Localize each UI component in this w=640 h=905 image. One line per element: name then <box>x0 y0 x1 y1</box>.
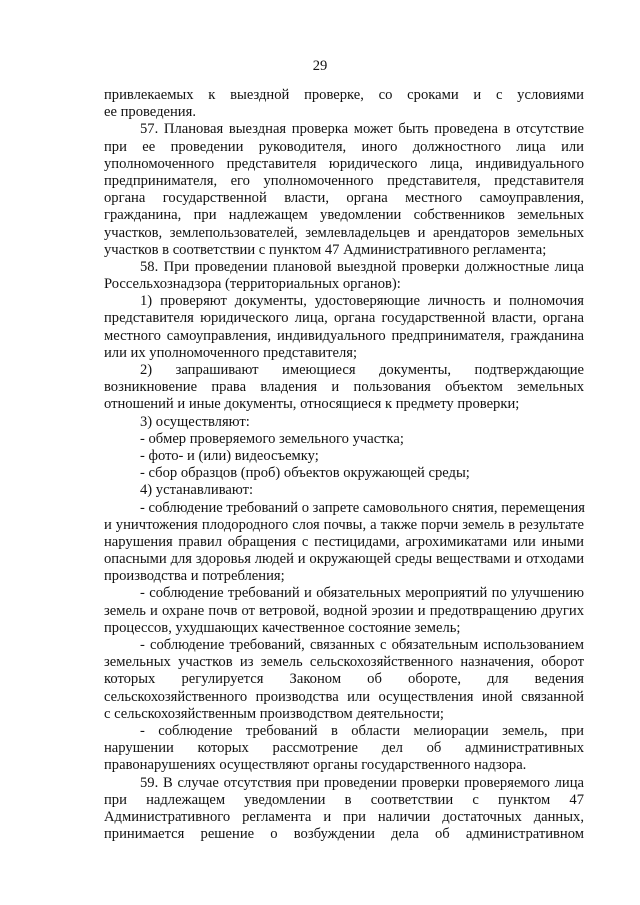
text-line: 2) запрашивают имеющиеся документы, подтверждающие <box>140 362 584 378</box>
text-line: отношений и иные документы, относящиеся к предмету проверки; <box>104 396 520 413</box>
document-body <box>104 87 584 843</box>
text-line: 58. При проведении плановой выездной проверки должностные лица <box>140 258 584 275</box>
text-line: опасными для здоровья людей и окружающей среды веществами и отходами <box>104 551 584 568</box>
text-line: представителя юридического лица, органа государственной власти, органа <box>104 310 584 327</box>
text-line: при надлежащем уведомлении в соответствии с пунктом 47 <box>104 791 584 808</box>
text-line: правонарушениях осуществляют органы государственного надзора. <box>104 757 527 774</box>
text-line: сельскохозяйственного производства или осуществления иной связанной <box>104 688 584 705</box>
text-line: участков в соответствии с пунктом 47 Административного регламента; <box>104 241 547 258</box>
text-line: - фото- и (или) видеосъемку; <box>140 447 319 464</box>
text-line: - сбор образцов (проб) объектов окружающей среды; <box>140 465 470 482</box>
text-line: 4) устанавливают: <box>140 482 254 499</box>
text-line: - соблюдение требований, связанных с обязательным использованием <box>140 637 584 653</box>
text-line: которых регулируется Законом об обороте, для ведения <box>104 671 584 688</box>
text-line: с сельскохозяйственным производством деятельности; <box>104 705 444 722</box>
text-line: нарушении которых рассмотрение дел об административных <box>104 740 584 757</box>
text-line: принимается решение о возбуждении дела об административном <box>104 826 584 843</box>
text-line: или их уполномоченного представителя; <box>104 344 358 361</box>
text-line: и уничтожения плодородного слоя почвы, а также порчи земель в результате <box>104 516 584 533</box>
text-line: - соблюдение требований о запрете самовольного снятия, перемещения <box>140 499 586 516</box>
text-line: Россельхознадзора (территориальных органов): <box>104 276 401 293</box>
text-line: участков, землепользователей, землевладельцев и арендаторов земельных <box>104 224 584 241</box>
text-line: местного самоуправления, индивидуального предпринимателя, гражданина <box>104 327 584 344</box>
text-line: 3) осуществляют: <box>140 413 250 430</box>
text-line: 1) проверяют документы, удостоверяющие личность и полномочия <box>140 293 584 310</box>
text-line: - соблюдение требований и обязательных мероприятий по улучшению <box>140 585 584 602</box>
text-line: - обмер проверяемого земельного участка; <box>140 430 404 447</box>
text-line: привлекаемых к выездной проверке, со сроками и с условиями <box>104 87 584 103</box>
text-line: земельных участков из земель сельскохозяйственного назначения, оборот <box>104 654 584 671</box>
text-line: земель и охране почв от ветровой, водной эрозии и предотвращению других <box>104 602 584 619</box>
text-line: Административного регламента и при наличии достаточных данных, <box>104 808 584 825</box>
text-line: уполномоченного представителя юридического лица, индивидуального <box>104 155 584 172</box>
text-line: 59. В случае отсутствия при проведении проверки проверяемого лица <box>140 774 584 791</box>
text-line: процессов, ухудшающих качественное состояние земель; <box>104 619 461 636</box>
text-line: предпринимателя, его уполномоченного представителя, представителя <box>104 172 584 189</box>
text-line: органа государственной власти, органа местного самоуправления, <box>104 190 584 207</box>
text-line: при ее проведении руководителя, иного должностного лица или <box>104 138 584 155</box>
text-line: ее проведения. <box>104 104 196 121</box>
text-line: - соблюдение требований в области мелиорации земель, при <box>140 722 584 739</box>
text-line: возникновение права владения и пользования объектом земельных <box>104 379 584 396</box>
text-line: 57. Плановая выездная проверка может быть проведена в отсутствие <box>140 121 584 138</box>
text-line: производства и потребления; <box>104 568 285 585</box>
text-line: нарушения правил обращения с пестицидами, агрохимикатами или иными <box>104 533 584 550</box>
page-number: 29 <box>312 58 328 74</box>
text-line: гражданина, при надлежащем уведомлении собственников земельных <box>104 207 584 224</box>
